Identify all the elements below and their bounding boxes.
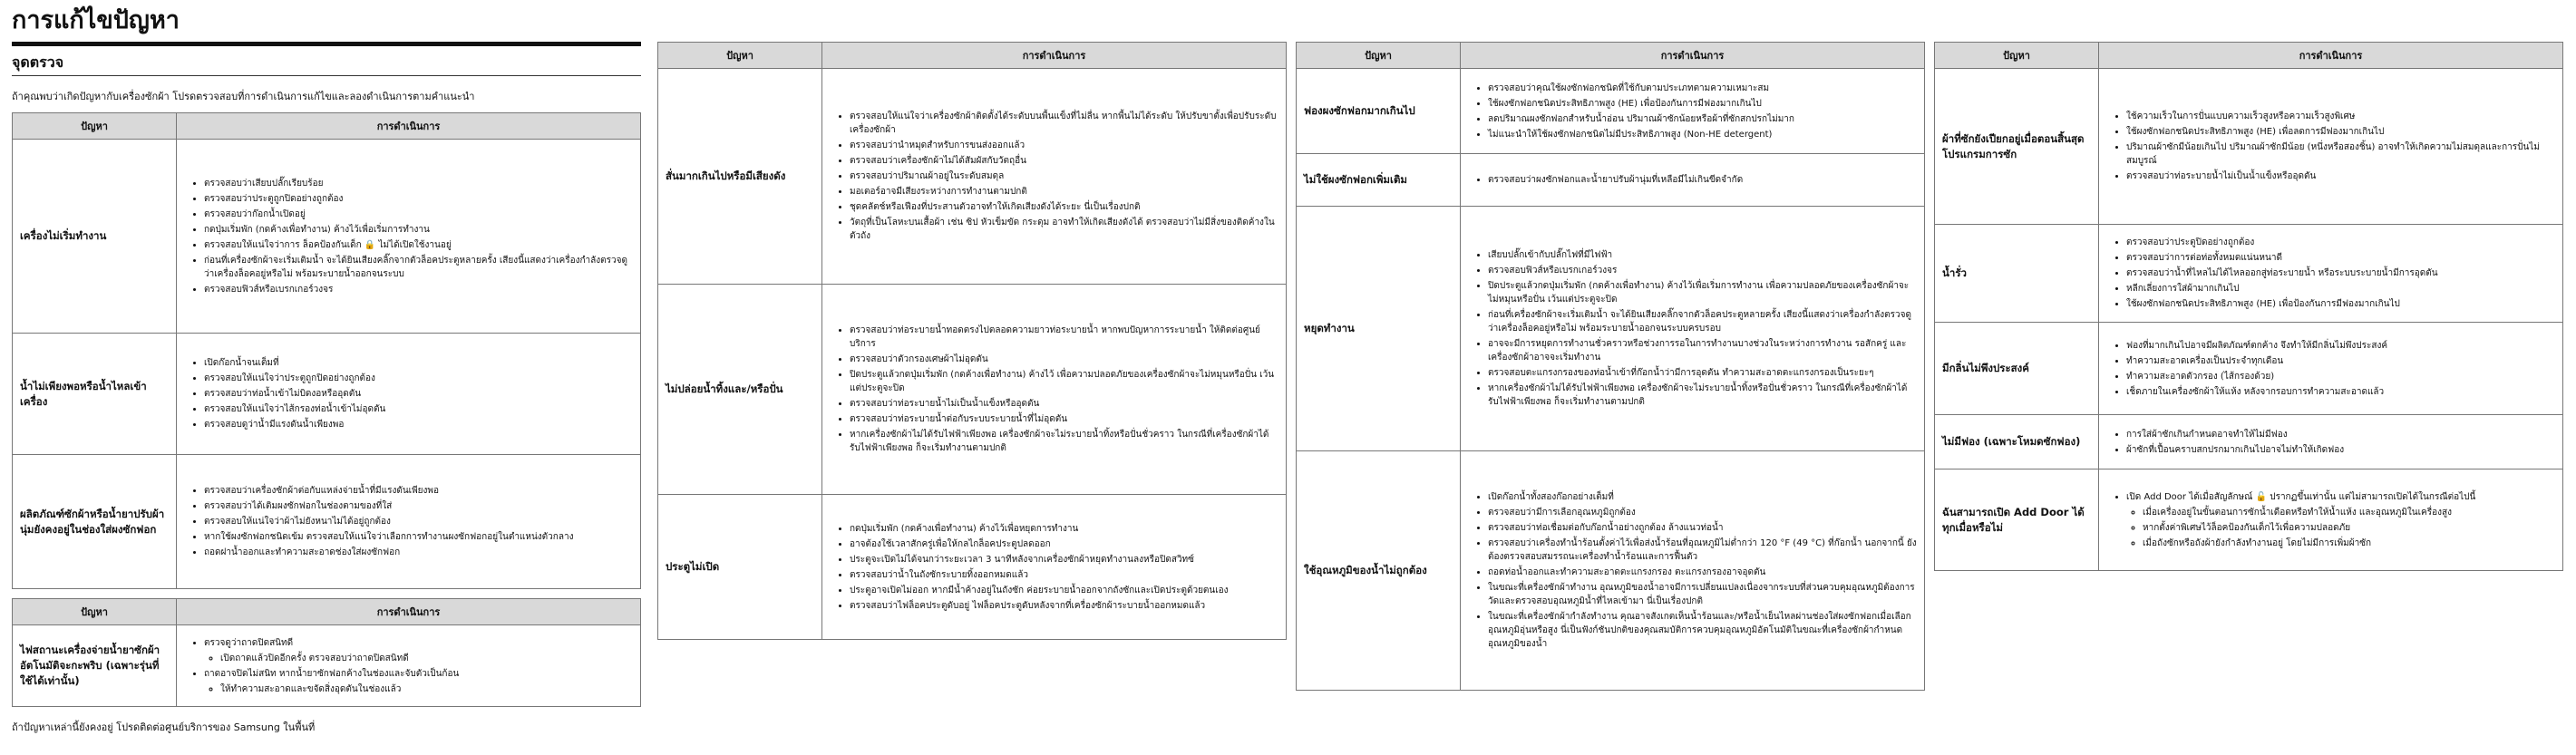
problem-cell: ใช้อุณหภูมิของน้ำไม่ถูกต้อง [1297,451,1461,691]
action-item: • หากเครื่องซักผ้าไม่ได้รับไฟฟ้าเพียงพอ เครื่องซักผ้าจะไม่ระบายน้ำทิ้งหรือปั่นชั่วคราว ในกรณีที่เครื่องซักผ้าได้รับไฟฟ้าเพียงพอ ก็จะเริ่มทำงานตามปกติ [850,428,1278,455]
action-item: • เสียบปลั๊กเข้ากับปลั๊กไฟที่มีไฟฟ้า [1488,248,1917,262]
action-item: • ฟองที่มากเกินไปอาจมีผลิตภัณฑ์ตกค้าง จึงทำให้มีกลิ่นไม่พึงประสงค์ [2126,339,2555,353]
action-item: • ในขณะที่เครื่องซักผ้ากำลังทำงาน คุณอาจสังเกตเห็นน้ำร้อนและ/หรือน้ำเย็นไหลผ่านช่องใส่ผงซักฟอกเมื่อเลือกอุณหภูมิอุ่นหรือสูง นี่เป็นฟังก์ชันปกติของคุณสมบัติการควบคุมอุณหภูมิอัตโนมัติในขณะที่เครื่องซักผ้ากำหนดอุณหภูมิของน้ำ [1488,610,1917,651]
action-item: • ตรวจสอบให้แน่ใจว่าการ ล็อคป้องกันเด็ก 🔒 ไม่ได้เปิดใช้งานอยู่ [204,238,633,252]
action-item: • กดปุ่มเริ่มพัก (กดค้างเพื่อทำงาน) ค้างไว้เพื่อเริ่มการทำงาน [204,223,633,237]
action-item: • ตรวจสอบให้แน่ใจว่าผ้าไม่ยังหนาไม่ได้อยู่ถูกต้อง [204,515,633,528]
action-item: • ตรวจสอบว่าตัวกรองเศษผ้าไม่อุดตัน [850,353,1278,366]
action-item: • หากใช้ผงซักฟอกชนิดเข้ม ตรวจสอบให้แน่ใจว่าเลือกการทำงานผงซักฟอกอยู่ในตำแหน่งตัวกลาง [204,530,633,544]
action-cell [2099,469,2563,571]
action-item: • การใส่ผ้าซักเกินกำหนดอาจทำให้ไม่มีฟอง [2126,428,2555,441]
action-item: • ตรวจสอบให้แน่ใจว่าประตูถูกปิดอย่างถูกต้อง [204,372,633,385]
action-list [2115,236,2555,311]
header-problem: ปัญหา [13,113,177,140]
header-problem: ปัญหา [1297,43,1461,69]
header-action: การดำเนินการ [1461,43,1925,69]
problem-cell: ฉันสามารถเปิด Add Door ได้ทุกเมื่อหรือไม่ [1935,469,2099,571]
action-item: • กดปุ่มเริ่มพัก (กดค้างเพื่อทำงาน) ค้างไว้เพื่อหยุดการทำงาน [850,522,1278,536]
action-cell [177,455,641,589]
action-item: • ทำความสะอาดตัวกรอง (ไส้กรองด้วย) [2126,370,2555,383]
problem-cell: ฟองผงซักฟอกมากเกินไป [1297,69,1461,154]
action-item: • ตรวจสอบว่าผงซักฟอกและน้ำยาปรับผ้านุ่มที่เหลือมีไม่เกินขีดจำกัด [1488,173,1917,187]
action-cell [2099,69,2563,225]
action-list [193,484,633,559]
action-sublist [2126,506,2555,550]
page-title: การแก้ไขปัญหา [12,6,180,34]
action-item: • ก่อนที่เครื่องซักผ้าจะเริ่มเติมน้ำ จะได้ยินเสียงคลิ๊กจากตัวล็อคประตูหลายครั้ง เสียงนี้แสดงว่าเครื่องกำลังตรวจดูว่าเครื่องล็อคอยู่หรือไม่ พร้อมระบายน้ำออกจนระบบ [204,254,633,281]
table-row [13,140,641,334]
table-row [1935,225,2563,323]
action-item: • ใช้ความเร็วในการปั่นแบบความเร็วสูงหรือความเร็วสูงพิเศษ [2126,110,2555,123]
action-cell [2099,323,2563,415]
troubleshooting-table [1934,42,2563,571]
action-subitem: ◦ เมื่อเครื่องอยู่ในขั้นตอนการซักน้ำเดือดหรือทำให้น้ำแห้ง และอุณหภูมิในเครื่องสูง [2143,506,2555,519]
problem-cell: สั่นมากเกินไปหรือมีเสียงดัง [658,69,822,285]
action-cell [1461,69,1925,154]
table-header-row [13,113,641,140]
action-item: • ตรวจสอบดูว่าน้ำมีแรงดันน้ำเพียงพอ [204,418,633,431]
action-item: • ตรวจสอบว่าไฟล็อคประตูดับอยู่ ไฟล็อคประตูดับหลังจากที่เครื่องซักผ้าระบายน้ำออกหมดแล้ว [850,599,1278,613]
action-item: • หลีกเลี่ยงการใส่ผ้ามากเกินไป [2126,282,2555,295]
action-item: • ตรวจสอบว่าเสียบปลั๊กเรียบร้อย [204,177,633,190]
action-list [1477,490,1917,651]
action-item: • ใช้ผงซักฟอกชนิดประสิทธิภาพสูง (HE) เพื่อป้องกันการมีฟองมากเกินไป [1488,97,1917,111]
table-row [13,625,641,707]
action-item: • ตรวจสอบว่าเครื่องซักผ้าต่อกับแหล่งจ่ายน้ำที่มีแรงดันเพียงพอ [204,484,633,498]
action-list [2115,428,2555,457]
action-item: • ใช้ผงซักฟอกชนิดประสิทธิภาพสูง (HE) เพื่อป้องกันการมีฟองมากเกินไป [2126,297,2555,311]
action-item: • ตรวจสอบว่าเครื่องซักผ้าไม่ได้สัมผัสกับวัตถุอื่น [850,154,1278,168]
table-row [1297,69,1925,154]
action-item: • เปิด Add Door ได้เมื่อสัญลักษณ์ 🔓 ปรากฏขึ้นเท่านั้น แต่ไม่สามารถเปิดได้ในกรณีต่อไปนี้ [2126,490,2555,504]
action-list [193,177,633,296]
action-item: • ปิดประตูแล้วกดปุ่มเริ่มพัก (กดค้างเพื่อทำงาน) ค้างไว้ เพื่อความปลอดภัยของเครื่องซักผ้าจะไม่หมุนหรือปั่น เว้นแต่ประตูจะปิด [850,368,1278,395]
problem-cell: หยุดทำงาน [1297,207,1461,451]
action-item: • ประตูอาจเปิดไม่ออก หากมีน้ำค้างอยู่ในถังซัก ค่อยระบายน้ำออกจากถังซักและเปิดประตูด้วยตนเอง [850,584,1278,597]
troubleshooting-table [12,112,641,589]
action-item: • ก่อนที่เครื่องซักผ้าจะเริ่มเติมน้ำ จะได้ยินเสียงคลิ๊กจากตัวล็อคประตูหลายครั้ง เสียงนี้แสดงว่าเครื่องกำลังตรวจดูว่าเครื่องล็อคอยู่หรือไม่ พร้อมระบายน้ำออกจนระบบครบรอบ [1488,308,1917,335]
action-cell [822,285,1287,495]
problem-cell: ไฟสถานะเครื่องจ่ายน้ำยาซักผ้าอัตโนมัติจะกะพริบ (เฉพาะรุ่นที่ใช้ได้เท่านั้น) [13,625,177,707]
action-item: • ตรวจสอบว่าท่อระบายน้ำไม่เป็นน้ำแข็งหรืออุดตัน [850,397,1278,411]
action-item: • ตรวจสอบว่าน้ำในถังซักระบายทิ้งออกหมดแล้ว [850,568,1278,582]
action-item: • ตรวจสอบว่าประตูปิดอย่างถูกต้อง [2126,236,2555,249]
action-cell [1461,154,1925,207]
action-list [839,324,1278,455]
action-item: • ตรวจสอบว่าท่อระบายน้ำต่อกับระบบระบายน้ำที่ไม่อุดตัน [850,412,1278,426]
table-row [658,69,1287,285]
action-item: • ตรวจสอบว่าท่อน้ำเข้าไม่บิดงอหรืออุดตัน [204,387,633,401]
action-item: • ในขณะที่เครื่องซักผ้าทำงาน อุณหภูมิของน้ำอาจมีการเปลี่ยนแปลงเนื่องจากระบบที่ส่วนควบคุมอุณหภูมิต้องการวัดและตรวจสอบอุณหภูมิน้ำที่ไหลเข้ามา นี่เป็นเรื่องปกติ [1488,581,1917,608]
problem-cell: ไม่มีฟอง (เฉพาะโหมดซักฟอง) [1935,415,2099,469]
problem-cell: ผ้าที่ซักยังเปียกอยู่เมื่อตอนสิ้นสุดโปรแกรมการซัก [1935,69,2099,225]
column-4 [1934,0,2563,571]
header-action: การดำเนินการ [177,113,641,140]
problem-cell: ไม่ปล่อยน้ำทิ้งและ/หรือปั่น [658,285,822,495]
action-item: • ตรวจสอบว่าก๊อกน้ำเปิดอยู่ [204,208,633,221]
action-item: • ผ้าซักที่เปื้อนคราบสกปรกมากเกินไปอาจไม่ทำให้เกิดฟอง [2126,443,2555,457]
action-item: • ปิดประตูแล้วกดปุ่มเริ่มพัก (กดค้างเพื่อทำงาน) ค้างไว้เพื่อเริ่มการทำงาน เพื่อความปลอดภัยของเครื่องซักผ้าจะไม่หมุนหรือปั่น เว้นแต่ประตูจะปิด [1488,279,1917,306]
action-subitem: ◦ เปิดถาดแล้วปิดอีกครั้ง ตรวจสอบว่าถาดปิดสนิทดี [220,652,633,665]
table-row [658,285,1287,495]
table-row [1935,469,2563,571]
action-item: • ตรวจสอบว่าการต่อท่อทั้งหมดแน่นหนาดี [2126,251,2555,265]
action-list [1477,173,1917,187]
table-row [1297,154,1925,207]
action-item: • ใช้ผงซักฟอกชนิดประสิทธิภาพสูง (HE) เพื่อลดการมีฟองมากเกินไป [2126,125,2555,139]
table-row [13,334,641,455]
action-cell [177,625,641,707]
section-title: จุดตรวจ [12,53,64,71]
action-item: • ตรวจสอบว่าท่อระบายน้ำทอดตรงไปตลอดความยาวท่อระบายน้ำ หากพบปัญหาการระบายน้ำ ให้ติดต่อศูนย์บริการ [850,324,1278,351]
troubleshooting-table [657,42,1287,640]
action-cell [2099,225,2563,323]
header-action: การดำเนินการ [177,599,641,625]
action-item: • ตรวจสอบว่าน้ำที่ไหลไม่ได้ไหลออกสู่ท่อระบายน้ำ หรือระบบระบายน้ำมีการอุดตัน [2126,266,2555,280]
action-item: • อาจต้องใช้เวลาสักครู่เพื่อให้กลไกล็อคประตูปลดออก [850,537,1278,551]
action-list [2115,339,2555,399]
action-cell [177,334,641,455]
problem-cell: เครื่องไม่เริ่มทำงาน [13,140,177,334]
header-problem: ปัญหา [13,599,177,625]
action-cell [177,140,641,334]
action-item: • ตรวจสอบฟิวส์หรือเบรกเกอร์วงจร [1488,264,1917,277]
action-item: • ชุดคลัตช์หรือเฟืองที่ประสานตัวอาจทำให้เกิดเสียงดังได้ระยะ นี่เป็นเรื่องปกติ [850,200,1278,214]
table-block [12,598,641,707]
action-list [839,522,1278,613]
action-item: • ตรวจสอบว่าท่อเชื่อมต่อกับก๊อกน้ำอย่างถูกต้อง ล้างแนวท่อน้ำ [1488,521,1917,535]
action-list [839,110,1278,243]
action-subitem: ◦ หากตั้งค่าพิเศษไว้ล็อคป้องกันเด็กไว้เพื่อความปลอดภัย [2143,521,2555,535]
action-subgroup [204,682,633,696]
footer-note: ถ้าปัญหาเหล่านี้ยังคงอยู่ โปรดติดต่อศูนย์บริการของ Samsung ในพื้นที่ [12,721,316,733]
table-header-row [1935,43,2563,69]
action-list [2115,110,2555,183]
table-header-row [1297,43,1925,69]
section-rule [12,75,641,76]
action-item: • ตรวจสอบว่าได้เติมผงซักฟอกในช่องตามของที่ใส่ [204,499,633,513]
header-action: การดำเนินการ [2099,43,2563,69]
action-item: • ตรวจสอบว่าคุณใช้ผงซักฟอกชนิดที่ใช้กับตามประเภทตามความเหมาะสม [1488,82,1917,95]
action-list [193,636,633,696]
action-item: • เช็ดภายในเครื่องซักผ้าให้แห้ง หลังจากรอบการทำความสะอาดแล้ว [2126,385,2555,399]
action-cell [1461,451,1925,691]
action-item: • ตรวจสอบว่ามีการเลือกอุณหภูมิถูกต้อง [1488,506,1917,519]
header-problem: ปัญหา [1935,43,2099,69]
action-item: • เปิดก๊อกน้ำทั้งสองก๊อกอย่างเต็มที่ [1488,490,1917,504]
action-list [1477,248,1917,409]
action-item: • ปริมาณผ้าซักมีน้อยเกินไป ปริมาณผ้าซักมีน้อย (หนึ่งหรือสองชิ้น) อาจทำให้เกิดความไม่สมดุลและการปั่นไม่สมบูรณ์ [2126,140,2555,168]
table-block [12,112,641,589]
problem-cell: ไม่ใช้ผงซักฟอกเพิ่มเติม [1297,154,1461,207]
action-item: • ตรวจสอบว่านำหมุดสำหรับการขนส่งออกแล้ว [850,139,1278,152]
action-item: • ถอดท่อน้ำออกและทำความสะอาดตะแกรงกรอง ตะแกรงกรองอาจอุดตัน [1488,566,1917,579]
table-header-row [658,43,1287,69]
action-subgroup [204,652,633,665]
action-item: • ตรวจสอบว่าปริมาณผ้าอยู่ในระดับสมดุล [850,169,1278,183]
intro-text: ถ้าคุณพบว่าเกิดปัญหากับเครื่องซักผ้า โปรดตรวจสอบที่การดำเนินการแก้ไขและลองดำเนินการตามคำแนะนำ [12,91,475,102]
action-sublist [204,652,633,665]
action-item: • ทำความสะอาดเครื่องเป็นประจำทุกเดือน [2126,354,2555,368]
troubleshooting-table [12,598,641,707]
action-item: • ตรวจสอบให้แน่ใจว่าไส้กรองท่อน้ำเข้าไม่อุดตัน [204,402,633,416]
action-item: • ตรวจสอบว่าท่อระบายน้ำไม่เป็นน้ำแข็งหรืออุดตัน [2126,169,2555,183]
problem-cell: มีกลิ่นไม่พึงประสงค์ [1935,323,2099,415]
action-item: • ตรวจสอบให้แน่ใจว่าเครื่องซักผ้าติดตั้งได้ระดับบนพื้นแข็งที่ไม่ลื่น หากพื้นไม่ได้ระดับ ให้ปรับขาตั้งเพื่อปรับระดับเครื่องซักผ้า [850,110,1278,137]
header-problem: ปัญหา [658,43,822,69]
table-row [13,455,641,589]
table-row [1297,451,1925,691]
action-cell [822,495,1287,640]
action-list [193,356,633,431]
action-cell [2099,415,2563,469]
action-item: • ประตูจะเปิดไม่ได้จนกว่าระยะเวลา 3 นาทีหลังจากเครื่องซักผ้าหยุดทำงานลงหรือปิดสวิทซ์ [850,553,1278,566]
action-item: • ตรวจสอบฟิวส์หรือเบรกเกอร์วงจร [204,283,633,296]
action-item: • ตรวจสอบว่าประตูถูกปิดอย่างถูกต้อง [204,192,633,206]
table-block [1296,42,1925,691]
action-item: • ตรวจดูว่าถาดปิดสนิทดี [204,636,633,650]
action-subgroup [2126,506,2555,550]
table-block [1934,42,2563,571]
table-row [1297,207,1925,451]
problem-cell: ประตูไม่เปิด [658,495,822,640]
action-list [2115,490,2555,550]
action-item: • ถอดฝาน้ำออกและทำความสะอาดช่องใส่ผงซักฟอก [204,546,633,559]
action-item: • ไม่แนะนำให้ใช้ผงซักฟอกชนิดไม่มีประสิทธิภาพสูง (Non-HE detergent) [1488,128,1917,141]
table-row [658,495,1287,640]
column-1 [12,0,641,734]
column-2 [657,0,1287,640]
action-cell [1461,207,1925,451]
action-subitem: ◦ เมื่อถังซักหรือถังผ้ายังกำลังทำงานอยู่ โดยไม่มีการเพิ่มผ้าซัก [2143,537,2555,550]
action-list [1477,82,1917,141]
table-row [1935,323,2563,415]
action-item: • ตรวจสอบตะแกรงกรองของท่อน้ำเข้าที่ก๊อกน้ำว่ามีการอุดตัน ทำความสะอาดตะแกรงกรองเป็นระยะๆ [1488,366,1917,380]
action-item: • มอเตอร์อาจมีเสียงระหว่างการทำงานตามปกติ [850,185,1278,198]
action-cell [822,69,1287,285]
troubleshooting-table [1296,42,1925,691]
action-item: • ลดปริมาณผงซักฟอกสำหรับน้ำอ่อน ปริมาณผ้าซักน้อยหรือผ้าที่ซักสกปรกไม่มาก [1488,112,1917,126]
problem-cell: ผลิตภัณฑ์ซักผ้าหรือน้ำยาปรับผ้านุ่มยังคงอยู่ในช่องใส่ผงซักฟอก [13,455,177,589]
table-header-row [13,599,641,625]
problem-cell: น้ำไม่เพียงพอหรือน้ำไหลเข้าเครื่อง [13,334,177,455]
table-row [1935,69,2563,225]
column-3 [1296,0,1925,691]
action-sublist [204,682,633,696]
action-subitem: ◦ ให้ทำความสะอาดและขจัดสิ่งอุดตันในช่องแล้ว [220,682,633,696]
table-row [1935,415,2563,469]
action-item: • อาจจะมีการหยุดการทำงานชั่วคราวหรือช่วงการรอในการทำงานบางช่วงในระหว่างการทำงาน รอสักครู่ และเครื่องซักผ้าอาจจะเริ่มทำงาน [1488,337,1917,364]
action-item: • เปิดก๊อกน้ำจนเต็มที่ [204,356,633,370]
action-item: • ถาดอาจปิดไม่สนิท หากน้ำยาซักฟอกค้างในช่องและจับตัวเป็นก้อน [204,667,633,681]
table-block [657,42,1287,640]
action-item: • วัตถุที่เป็นโลหะบนเสื้อผ้า เช่น ซิป หัวเข็มขัด กระดุม อาจทำให้เกิดเสียงดังได้ ตรวจสอบว่าไม่มีสิ่งของติดค้างในตัวถัง [850,216,1278,243]
action-item: • ตรวจสอบว่าเครื่องทำน้ำร้อนตั้งค่าไว้เพื่อส่งน้ำร้อนที่อุณหภูมิไม่ต่ำกว่า 120 °F (49 °C) ที่ก๊อกน้ำ นอกจากนี้ ยังต้องตรวจสอบสมรรถนะเครื่องทำน้ำร้อนและการฟื้นตัว [1488,537,1917,564]
header-action: การดำเนินการ [822,43,1287,69]
action-item: • หากเครื่องซักผ้าไม่ได้รับไฟฟ้าเพียงพอ เครื่องซักผ้าจะไม่ระบายน้ำทิ้งหรือปั่นชั่วคราว ในกรณีที่เครื่องซักผ้าได้รับไฟฟ้าเพียงพอ ก็จะเริ่มทำงานตามปกติ [1488,382,1917,409]
problem-cell: น้ำรั่ว [1935,225,2099,323]
